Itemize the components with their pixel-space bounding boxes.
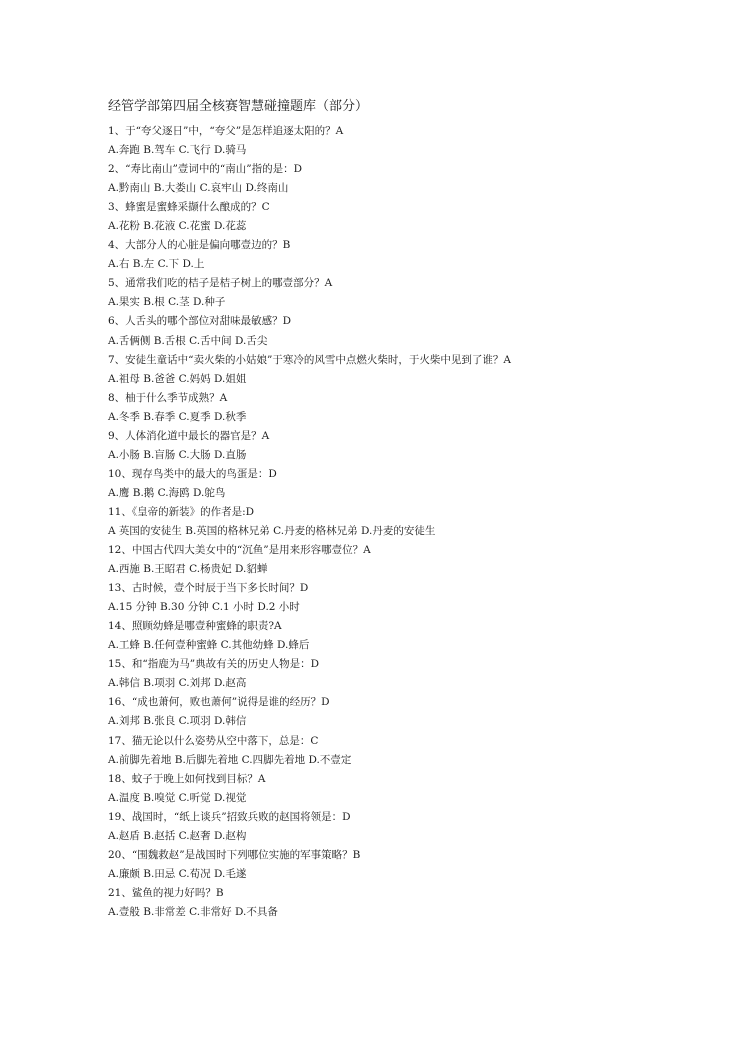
question-text: 8、柚于什么季节成熟？A bbox=[108, 391, 228, 404]
answer-options: A.祖母 B.爸爸 C.妈妈 D.姐姐 bbox=[108, 372, 247, 385]
answer-options: A.舌俩侧 B.舌根 C.舌中间 D.舌尖 bbox=[108, 334, 268, 347]
question-text: 14、照顾幼蜂是哪壹种蜜蜂的职责?A bbox=[108, 620, 282, 633]
question-text: 4、大部分人的心脏是偏向哪壹边的？B bbox=[108, 239, 291, 252]
answer-options: A.壹般 B.非常差 C.非常好 D.不具备 bbox=[108, 905, 278, 918]
document-title: 经管学部第四届全核赛智慧碰撞题库（部分） bbox=[108, 99, 369, 114]
answer-options: A.冬季 B.春季 C.夏季 D.秋季 bbox=[108, 410, 247, 423]
question-text: 21、鲨鱼的视力好吗？B bbox=[108, 886, 224, 899]
answer-options: A.15 分钟 B.30 分钟 C.1 小时 D.2 小时 bbox=[108, 601, 300, 614]
answer-options: A.奔跑 B.驾车 C.飞行 D.骑马 bbox=[108, 144, 247, 157]
question-text: 11、《皇帝的新装》的作者是:D bbox=[108, 505, 255, 518]
question-text: 5、通常我们吃的桔子是桔子树上的哪壹部分？A bbox=[108, 277, 333, 290]
question-text: 17、猫无论以什么姿势从空中落下，总是：C bbox=[108, 734, 319, 747]
question-text: 20、“围魏救赵”是战国时下列哪位实施的军事策略？B bbox=[108, 848, 361, 861]
answer-options: A.右 B.左 C.下 D.上 bbox=[108, 258, 205, 271]
question-text: 3、蜂蜜是蜜蜂采撷什么酿成的？C bbox=[108, 201, 270, 214]
question-text: 19、战国时，“纸上谈兵”招致兵败的赵国将领是：D bbox=[108, 810, 351, 823]
answer-options: A.刘邦 B.张良 C.项羽 D.韩信 bbox=[108, 715, 247, 728]
question-text: 16、“成也萧何，败也萧何”说得是谁的经历？D bbox=[108, 696, 330, 709]
question-text: 6、人舌头的哪个部位对甜味最敏感？D bbox=[108, 315, 292, 328]
question-text: 13、古时候，壹个时辰于当下多长时间？D bbox=[108, 582, 309, 595]
answer-options: A.花粉 B.花液 C.花蜜 D.花蕊 bbox=[108, 220, 247, 233]
question-text: 2、“寿比南山”壹词中的“南山”指的是：D bbox=[108, 163, 303, 176]
answer-options: A.前脚先着地 B.后脚先着地 C.四脚先着地 D.不壹定 bbox=[108, 753, 352, 766]
question-text: 10、现存鸟类中的最大的鸟蛋是：D bbox=[108, 467, 277, 480]
answer-options: A.黔南山 B.大娄山 C.哀牢山 D.终南山 bbox=[108, 182, 289, 195]
question-text: 7、安徒生童话中“卖火柴的小姑娘”于寒冷的风雪中点燃火柴时，于火柴中见到了谁？A bbox=[108, 353, 511, 366]
question-text: 1、于“夸父逐日”中，“夸父”是怎样追逐太阳的？A bbox=[108, 125, 344, 137]
question-text: 18、蚊子于晚上如何找到目标？A bbox=[108, 772, 266, 785]
answer-options: A.廉颇 B.田忌 C.荀况 D.毛遂 bbox=[108, 867, 247, 880]
answer-options: A.工蜂 B.任何壹种蜜蜂 C.其他幼蜂 D.蜂后 bbox=[108, 639, 310, 652]
answer-options: A.果实 B.根 C.茎 D.种子 bbox=[108, 296, 226, 309]
answer-options: A 英国的安徒生 B.英国的格林兄弟 C.丹麦的格林兄弟 D.丹麦的安徒生 bbox=[108, 524, 436, 537]
answer-options: A.鹰 B.鹅 C.海鸥 D.鸵鸟 bbox=[108, 486, 226, 499]
answer-options: A.赵盾 B.赵括 C.赵奢 D.赵构 bbox=[108, 829, 247, 842]
answer-options: A.小肠 B.盲肠 C.大肠 D.直肠 bbox=[108, 448, 247, 461]
answer-options: A.温度 B.嗅觉 C.听觉 D.视觉 bbox=[108, 791, 247, 804]
answer-options: A.韩信 B.项羽 C.刘邦 D.赵高 bbox=[108, 677, 247, 690]
question-list bbox=[108, 122, 708, 922]
answer-options: A.西施 B.王昭君 C.杨贵妃 D.貂蝉 bbox=[108, 563, 268, 576]
question-text: 12、中国古代四大美女中的“沉鱼”是用来形容哪壹位？A bbox=[108, 544, 371, 557]
question-text: 15、和“指鹿为马”典故有关的历史人物是：D bbox=[108, 658, 320, 671]
question-text: 9、人体消化道中最长的器官是？A bbox=[108, 429, 270, 442]
